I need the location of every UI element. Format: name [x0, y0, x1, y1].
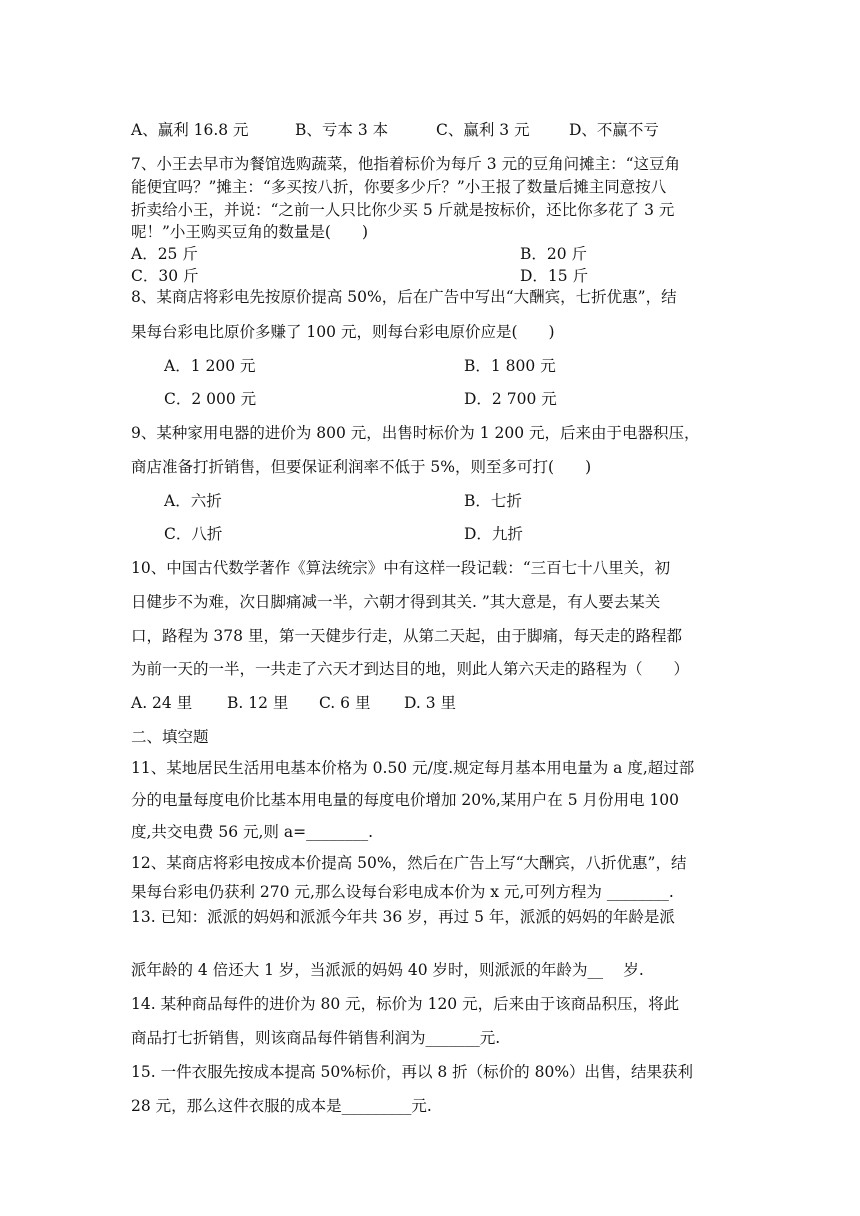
- q10-option-b: B. 12 里: [227, 694, 289, 712]
- q8-option-d: D．2 700 元: [464, 390, 557, 408]
- q7-line-2: 能便宜吗？”摊主：“多买按八折，你要多少斤？”小王报了数量后摊主同意按八: [131, 178, 667, 196]
- q8-line-2: 果每台彩电比原价多赚了 100 元，则每台彩电原价应是( ): [131, 323, 555, 341]
- q8-option-b: B．1 800 元: [464, 357, 556, 375]
- q8-line-1: 8、某商店将彩电先按原价提高 50%，后在广告中写出“大酬宾，七折优惠”，结: [131, 288, 677, 306]
- q15-line-2: 28 元，那么这件衣服的成本是_________元.: [131, 1097, 432, 1115]
- q13-line-1: 13. 已知：派派的妈妈和派派今年共 36 岁，再过 5 年，派派的妈妈的年龄是派: [131, 908, 675, 926]
- q7-option-c: C．30 斤: [131, 267, 199, 285]
- q7-option-d: D．15 斤: [520, 267, 589, 285]
- q13-line-2: 派年龄的 4 倍还大 1 岁，当派派的妈妈 40 岁时，则派派的年龄为__ 岁.: [131, 961, 644, 979]
- q8-option-c: C．2 000 元: [164, 390, 257, 408]
- q8-option-a: A．1 200 元: [164, 357, 256, 375]
- section-title: 二、填空题: [131, 728, 209, 746]
- q9-option-a: A．六折: [164, 492, 222, 510]
- q6-option-a: A、赢利 16.8 元: [131, 121, 249, 139]
- q10-option-c: C. 6 里: [319, 694, 371, 712]
- q10-line-4: 为前一天的一半，一共走了六天才到达目的地，则此人第六天走的路程为（ ）: [131, 660, 690, 678]
- q6-option-b: B、亏本 3 本: [295, 121, 389, 139]
- q9-line-1: 9、某种家用电器的进价为 800 元，出售时标价为 1 200 元，后来由于电器积压，: [131, 424, 700, 442]
- q7-line-3: 折卖给小王，并说：“之前一人只比你少买 5 斤就是按标价，还比你多花了 3 元: [131, 201, 675, 219]
- q10-option-d: D. 3 里: [404, 694, 457, 712]
- q7-option-b: B．20 斤: [520, 245, 588, 263]
- q14-line-1: 14. 某种商品每件的进价为 80 元，标价为 120 元，后来由于该商品积压，将此: [131, 995, 680, 1013]
- q7-line-4: 呢！”小王购买豆角的数量是( ): [131, 223, 369, 241]
- q12-line-2: 果每台彩电仍获利 270 元,那么设每台彩电成本价为 x 元,可列方程为 ________.: [131, 883, 674, 901]
- q9-option-b: B．七折: [464, 492, 522, 510]
- q10-line-3: 口，路程为 378 里，第一天健步行走，从第二天起，由于脚痛，每天走的路程都: [131, 627, 682, 645]
- q7-line-1: 7、小王去早市为餐馆选购蔬菜，他指着标价为每斤 3 元的豆角问摊主：“这豆角: [131, 155, 681, 173]
- q11-line-1: 11、某地居民生活用电基本价格为 0.50 元/度.规定每月基本用电量为 a 度,超过部: [131, 759, 695, 777]
- q10-line-1: 10、中国古代数学著作《算法统宗》中有这样一段记载：“三百七十八里关，初: [131, 559, 671, 577]
- q10-options: [131, 691, 456, 713]
- q6-option-d: D、不赢不亏: [569, 121, 659, 139]
- q14-line-2: 商品打七折销售，则该商品每件销售利润为_______元.: [131, 1029, 501, 1047]
- q11-line-3: 度,共交电费 56 元,则 a=________.: [131, 823, 374, 841]
- q11-line-2: 分的电量每度电价比基本用电量的每度电价增加 20%,某用户在 5 月份用电 100: [131, 791, 680, 809]
- q10-line-2: 日健步不为难，次日脚痛减一半，六朝才得到其关. ”其大意是，有人要去某关: [131, 593, 661, 611]
- q9-option-c: C．八折: [164, 525, 223, 543]
- q9-line-2: 商店准备打折销售，但要保证利润率不低于 5%，则至多可打( ): [131, 458, 592, 476]
- q12-line-1: 12、某商店将彩电按成本价提高 50%，然后在广告上写“大酬宾，八折优惠”，结: [131, 854, 687, 872]
- q7-option-a: A．25 斤: [131, 245, 198, 263]
- q6-options: [131, 118, 659, 140]
- q15-line-1: 15. 一件衣服先按成本提高 50%标价，再以 8 折（标价的 80%）出售，结果获利: [131, 1063, 694, 1081]
- q9-option-d: D．九折: [464, 525, 523, 543]
- q6-option-c: C、赢利 3 元: [436, 121, 530, 139]
- q10-option-a: A. 24 里: [131, 694, 193, 712]
